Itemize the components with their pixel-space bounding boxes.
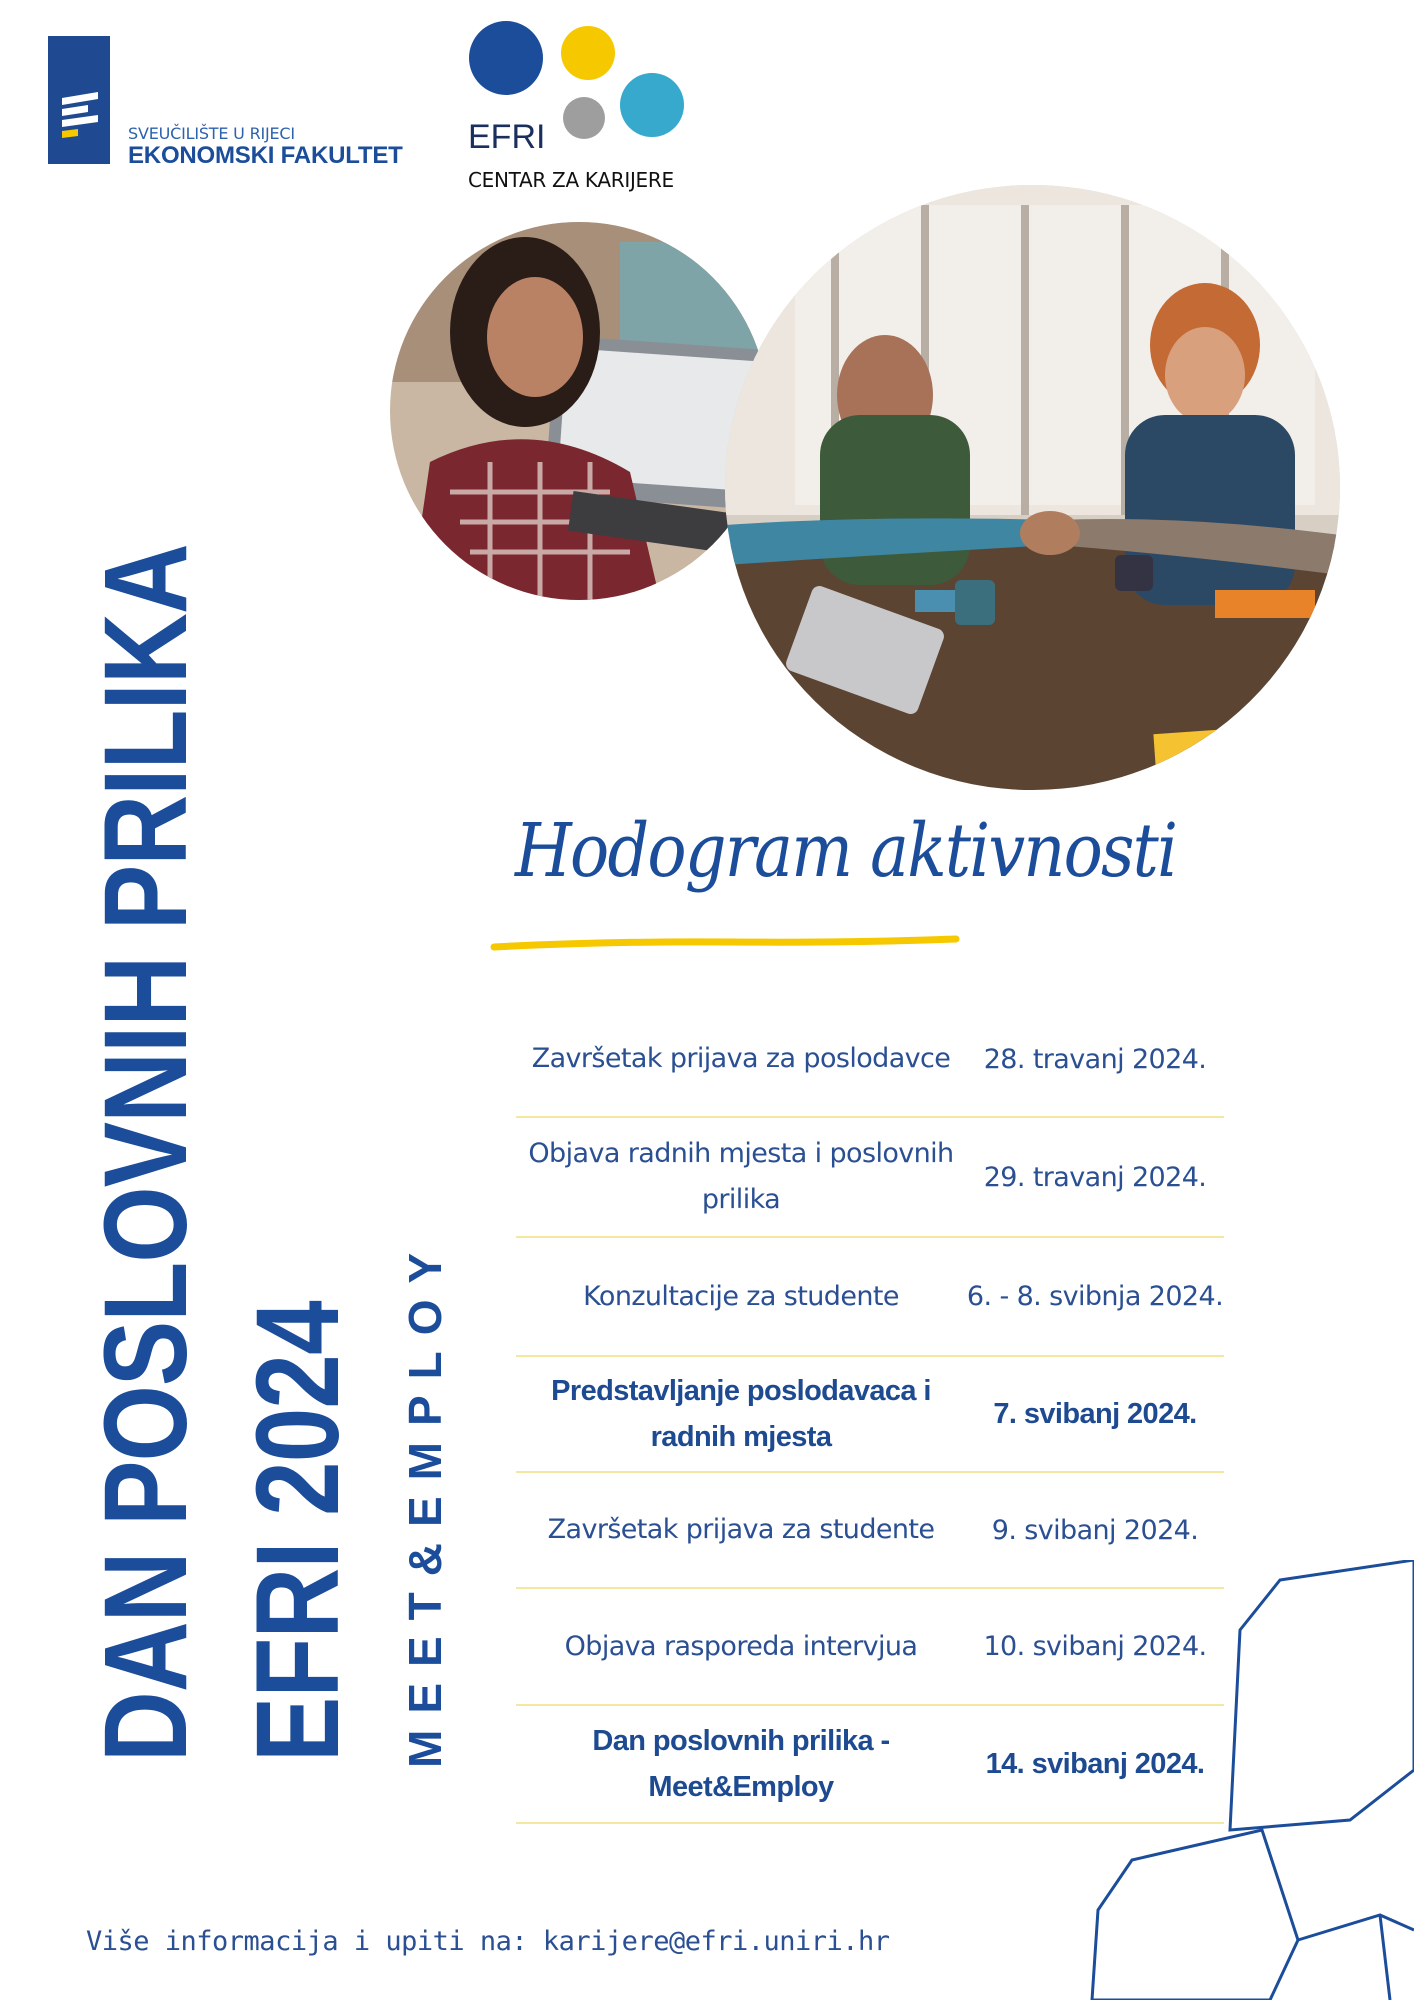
photo-student-laptop — [390, 222, 768, 600]
university-name: SVEUČILIŠTE U RIJECI — [128, 124, 295, 143]
schedule-heading: Hodogram aktivnosti — [515, 808, 1177, 894]
schedule-date: 9. svibanj 2024. — [991, 1514, 1199, 1546]
schedule-activity: Objava rasporeda intervjua — [564, 1630, 918, 1662]
schedule-row — [516, 1238, 1224, 1357]
schedule-activity: Predstavljanje poslodavaca i radnih mjesta — [551, 1375, 931, 1453]
efri-career-center-logo — [462, 18, 722, 192]
contact-info: Više informacija i upiti na: karijere@efri.uniri.hr — [86, 1926, 890, 1957]
schedule-date: 14. svibanj 2024. — [985, 1747, 1205, 1780]
schedule-date: 28. travanj 2024. — [983, 1043, 1207, 1075]
schedule-date: 6. - 8. svibnja 2024. — [966, 1281, 1224, 1312]
schedule-activity: Objava radnih mjesta i poslovnih prilika — [528, 1138, 954, 1215]
schedule-activity: Dan poslovnih prilika - Meet&Employ — [592, 1725, 890, 1803]
faculty-name: EKONOMSKI FAKULTET — [128, 142, 403, 169]
event-title: DAN POSLOVNIH PRILIKA — [80, 544, 212, 1762]
faculty-logo — [48, 36, 418, 169]
event-title-year: EFRI 2024 — [232, 1301, 364, 1762]
schedule-row-highlight — [516, 1357, 1224, 1473]
schedule-row — [516, 1118, 1224, 1238]
event-subtitle: MEET&EMPLOY — [399, 1236, 451, 1768]
faculty-logo-mark-icon — [48, 36, 110, 164]
schedule-activity: Konzultacije za studente — [583, 1280, 899, 1312]
schedule-date: 7. svibanj 2024. — [993, 1397, 1197, 1430]
photo-team-fist-bump — [725, 185, 1340, 790]
hexagon-decoration-icon — [1080, 1560, 1414, 2000]
schedule-activity: Završetak prijava za studente — [547, 1514, 935, 1545]
schedule-activity: Završetak prijava za poslodavce — [531, 1043, 951, 1074]
schedule-row — [516, 1002, 1224, 1118]
career-center-label: CENTAR ZA KARIJERE — [468, 168, 674, 192]
heading-underline-brush — [490, 935, 960, 955]
schedule-date: 10. svibanj 2024. — [983, 1631, 1207, 1662]
schedule-date: 29. travanj 2024. — [983, 1161, 1207, 1193]
efri-wordmark: EFRI — [468, 118, 546, 156]
